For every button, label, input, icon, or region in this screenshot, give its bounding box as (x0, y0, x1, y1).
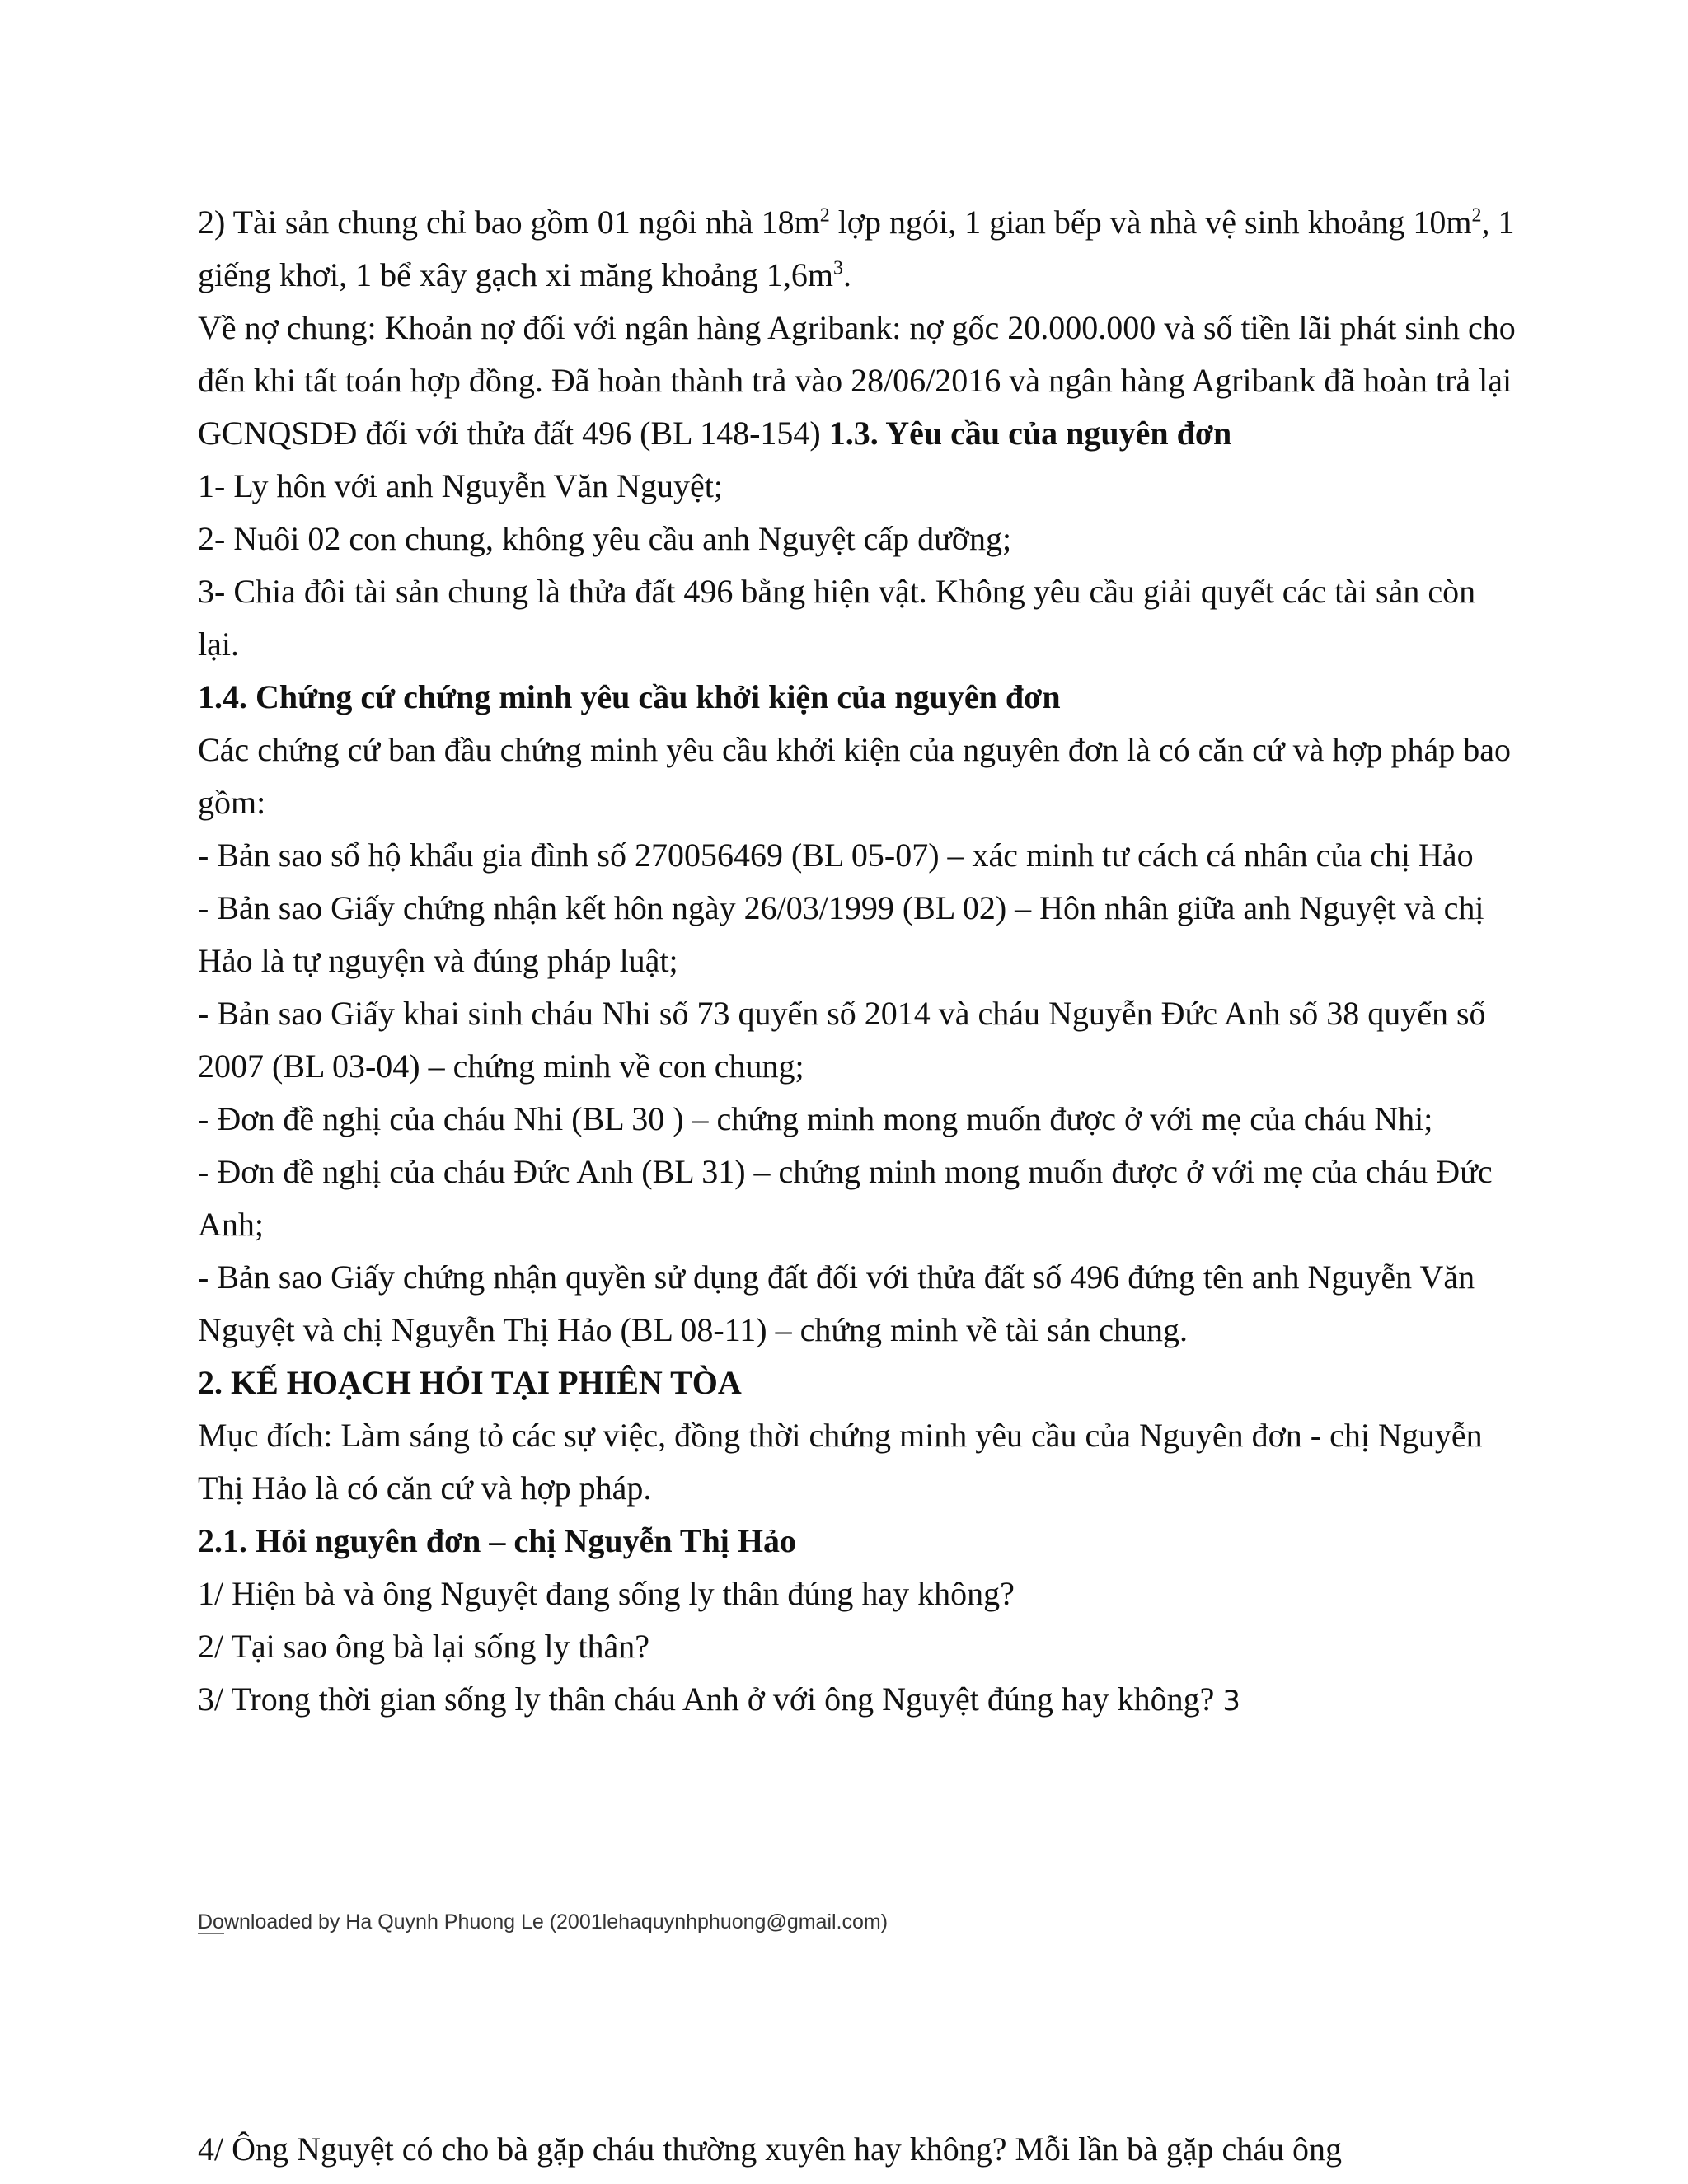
evidence-item-3: - Bản sao Giấy khai sinh cháu Nhi số 73 quyển số 2014 và cháu Nguyễn Đức Anh số 38 quyển số 2007 (BL 03-04) – chứng minh về con chung; (198, 995, 1486, 1085)
evidence-intro: Các chứng cứ ban đầu chứng minh yêu cầu khởi kiện của nguyên đơn là có căn cứ và hợp pháp bao gồm: (198, 731, 1512, 821)
page-body (198, 196, 1517, 1727)
evidence-item-5: - Đơn đề nghị của cháu Đức Anh (BL 31) – chứng minh mong muốn được ở với mẹ của cháu Đức Anh; (198, 1153, 1493, 1243)
request-item-3: 3- Chia đôi tài sản chung là thửa đất 496 bằng hiện vật. Không yêu cầu giải quyết các tài sản còn lại. (198, 573, 1476, 663)
footer-link-mark: Do (198, 1910, 224, 1933)
question-1: 1/ Hiện bà và ông Nguyệt đang sống ly thân đúng hay không? (198, 1575, 1015, 1612)
question-2: 2/ Tại sao ông bà lại sống ly thân? (198, 1628, 650, 1665)
request-item-1: 1- Ly hôn với anh Nguyễn Văn Nguyệt; (198, 467, 723, 504)
evidence-item-1: - Bản sao sổ hộ khẩu gia đình số 270056469 (BL 05-07) – xác minh tư cách cá nhân của chị Hảo (198, 837, 1474, 874)
heading-1-4: 1.4. Chứng cứ chứng minh yêu cầu khởi kiện của nguyên đơn (198, 678, 1061, 715)
heading-2: 2. KẾ HOẠCH HỎI TẠI PHIÊN TÒA (198, 1364, 742, 1401)
next-page-question-4: 4/ Ông Nguyệt có cho bà gặp cháu thường xuyên hay không? Mỗi lần bà gặp cháu ông (198, 2130, 1343, 2168)
purpose-paragraph: Mục đích: Làm sáng tỏ các sự việc, đồng thời chứng minh yêu cầu của Nguyên đơn - chị Nguyễn Thị Hảo là có căn cứ và hợp pháp. (198, 1417, 1483, 1507)
page-number: 3 (1222, 1685, 1241, 1718)
paragraph-assets: 2) Tài sản chung chỉ bao gồm 01 ngôi nhà $18m^2$ lợp ngói, 1 gian bếp và nhà vệ sinh khoảng $10m^2$, 1 giếng khơi, 1 bể xây gạch xi măng khoảng $1,6m^3$. (198, 204, 1515, 293)
superscript: 3 (833, 257, 843, 279)
evidence-item-4: - Đơn đề nghị của cháu Nhi (BL 30 ) – chứng minh mong muốn được ở với mẹ của cháu Nhi; (198, 1100, 1433, 1137)
heading-1-3: 1.3. Yêu cầu của nguyên đơn (828, 415, 1232, 452)
heading-2-1: 2.1. Hỏi nguyên đơn – chị Nguyễn Thị Hảo (198, 1522, 797, 1559)
download-footer: Downloaded by Ha Quynh Phuong Le (2001lehaquynhphuong@gmail.com) (198, 1910, 889, 1933)
superscript: 2 (819, 204, 830, 227)
paragraph-debt: Về nợ chung: Khoản nợ đối với ngân hàng Agribank: nợ gốc 20.000.000 và số tiền lãi phát sinh cho đến khi tất toán hợp đồng. Đã hoàn thành trả vào 28/06/2016 và ngân hàng Agribank đã hoàn trả lại GCNQSDĐ đối với thửa đất 496 (BL 148-154) 1.3. Yêu cầu của nguyên đơn (198, 309, 1516, 452)
request-item-2: 2- Nuôi 02 con chung, không yêu cầu anh Nguyệt cấp dưỡng; (198, 520, 1012, 557)
question-3: 3/ Trong thời gian sống ly thân cháu Anh ở với ông Nguyệt đúng hay không? 3 (198, 1680, 1241, 1718)
evidence-item-6: - Bản sao Giấy chứng nhận quyền sử dụng đất đối với thửa đất số 496 đứng tên anh Nguyễn Văn Nguyệt và chị Nguyễn Thị Hảo (BL 08-11) – chứng minh về tài sản chung. (198, 1258, 1475, 1348)
superscript: 2 (1471, 204, 1482, 227)
evidence-item-2: - Bản sao Giấy chứng nhận kết hôn ngày 26/03/1999 (BL 02) – Hôn nhân giữa anh Nguyệt và chị Hảo là tự nguyện và đúng pháp luật; (198, 889, 1484, 979)
